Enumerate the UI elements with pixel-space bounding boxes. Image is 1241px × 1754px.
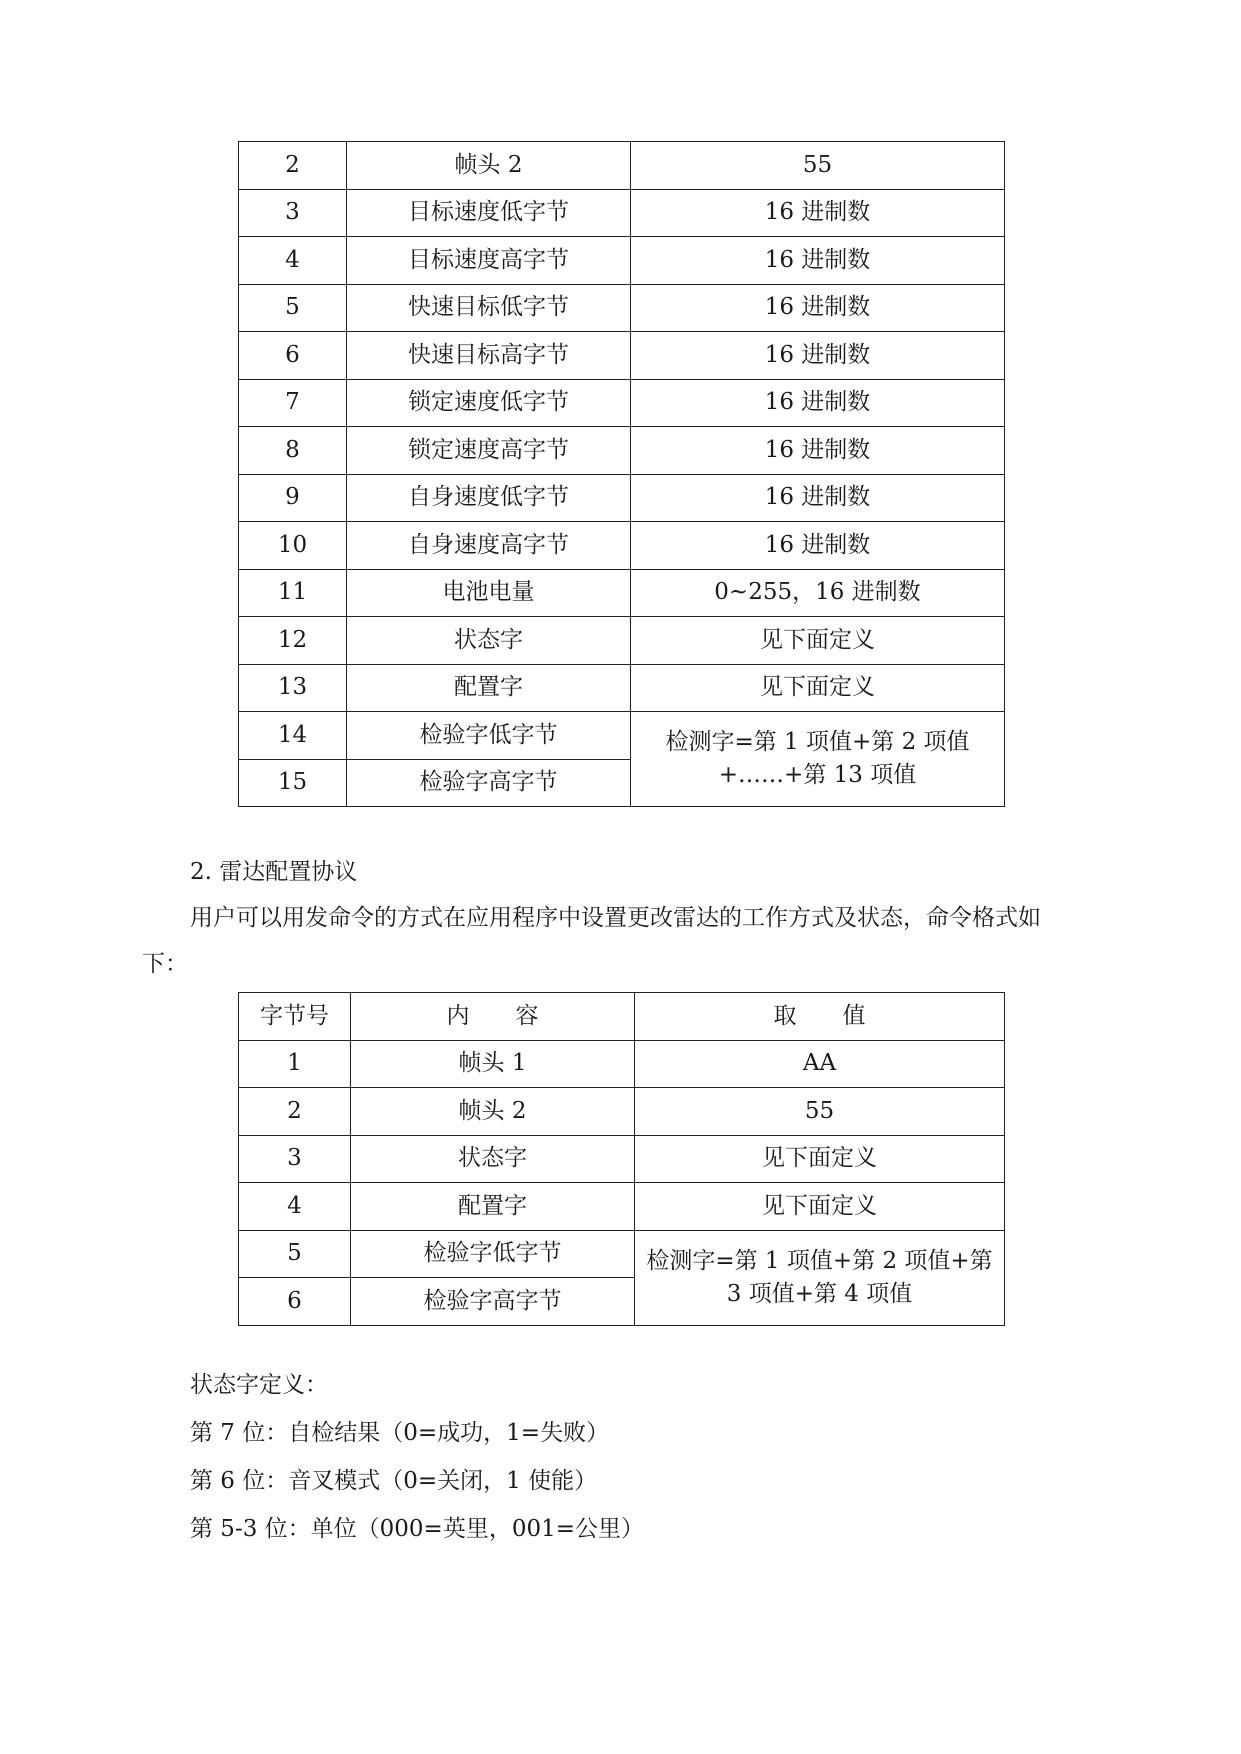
table-header-row — [239, 993, 1005, 1041]
table-row — [239, 474, 1005, 522]
table-row — [239, 664, 1005, 712]
byte-number-cell: 3 — [239, 189, 347, 237]
content-cell: 状态字 — [347, 617, 631, 665]
value-cell: 见下面定义 — [631, 617, 1005, 665]
header-cell-content: 内 容 — [351, 993, 635, 1041]
table-row — [239, 237, 1005, 285]
checksum-line: 检测字=第 1 项值+第 2 项值+第 — [646, 1247, 993, 1274]
header-cell-byte-number: 字节号 — [239, 993, 351, 1041]
byte-number-cell: 9 — [239, 474, 347, 522]
content-cell: 状态字 — [351, 1135, 635, 1183]
config-command-table — [238, 992, 1005, 1326]
byte-number-cell: 3 — [239, 1135, 351, 1183]
value-cell: 16 进制数 — [631, 189, 1005, 237]
content-cell: 锁定速度低字节 — [347, 379, 631, 427]
byte-number-cell: 7 — [239, 379, 347, 427]
content-cell: 帧头 1 — [351, 1040, 635, 1088]
byte-number-cell: 11 — [239, 569, 347, 617]
byte-number-cell: 4 — [239, 1183, 351, 1231]
byte-number-cell: 1 — [239, 1040, 351, 1088]
content-cell: 检验字高字节 — [351, 1278, 635, 1326]
content-cell: 锁定速度高字节 — [347, 427, 631, 475]
byte-number-cell: 12 — [239, 617, 347, 665]
table-row — [239, 712, 1005, 760]
content-cell: 检验字低字节 — [351, 1230, 635, 1278]
content-cell: 检验字高字节 — [347, 759, 631, 807]
value-cell: 见下面定义 — [635, 1183, 1005, 1231]
byte-number-cell: 8 — [239, 427, 347, 475]
content-cell: 目标速度低字节 — [347, 189, 631, 237]
content-cell: 检验字低字节 — [347, 712, 631, 760]
byte-number-cell: 15 — [239, 759, 347, 807]
checksum-line: +……+第 13 项值 — [718, 762, 917, 788]
checksum-value-cell — [631, 712, 1005, 807]
status-def-title: 状态字定义： — [190, 1372, 328, 1398]
table-row — [239, 142, 1005, 190]
content-cell: 帧头 2 — [351, 1088, 635, 1136]
value-cell: 55 — [631, 142, 1005, 190]
value-cell: 16 进制数 — [631, 332, 1005, 380]
paragraph-line: 下： — [142, 951, 188, 977]
byte-number-cell: 2 — [239, 142, 347, 190]
table-row — [239, 427, 1005, 475]
content-cell: 帧头 2 — [347, 142, 631, 190]
table-row — [239, 379, 1005, 427]
content-cell: 自身速度低字节 — [347, 474, 631, 522]
byte-number-cell: 2 — [239, 1088, 351, 1136]
checksum-value-cell — [635, 1230, 1005, 1325]
table-row — [239, 522, 1005, 570]
value-cell: 16 进制数 — [631, 237, 1005, 285]
byte-number-cell: 6 — [239, 1278, 351, 1326]
table-row — [239, 189, 1005, 237]
status-def-bit5-3: 第 5-3 位：单位（000=英里，001=公里） — [190, 1516, 645, 1542]
value-cell: 16 进制数 — [631, 379, 1005, 427]
value-cell: 16 进制数 — [631, 427, 1005, 475]
checksum-line: 检测字=第 1 项值+第 2 项值 — [665, 729, 970, 756]
byte-number-cell: 10 — [239, 522, 347, 570]
value-cell: 16 进制数 — [631, 474, 1005, 522]
byte-number-cell: 13 — [239, 664, 347, 712]
content-cell: 配置字 — [347, 664, 631, 712]
data-frame-table — [238, 141, 1005, 807]
header-cell-value: 取 值 — [635, 993, 1005, 1041]
table-row — [239, 1183, 1005, 1231]
paragraph-line: 用户可以用发命令的方式在应用程序中设置更改雷达的工作方式及状态，命令格式如 — [190, 905, 1041, 931]
byte-number-cell: 4 — [239, 237, 347, 285]
table-row — [239, 284, 1005, 332]
content-cell: 快速目标低字节 — [347, 284, 631, 332]
byte-number-cell: 5 — [239, 1230, 351, 1278]
byte-number-cell: 5 — [239, 284, 347, 332]
content-cell: 快速目标高字节 — [347, 332, 631, 380]
content-cell: 自身速度高字节 — [347, 522, 631, 570]
table-row — [239, 1040, 1005, 1088]
table-row — [239, 617, 1005, 665]
byte-number-cell: 14 — [239, 712, 347, 760]
section-heading: 2. 雷达配置协议 — [190, 859, 358, 885]
table-row — [239, 1230, 1005, 1278]
content-cell: 配置字 — [351, 1183, 635, 1231]
status-def-bit6: 第 6 位：音叉模式（0=关闭，1 使能） — [190, 1468, 598, 1494]
value-cell: 16 进制数 — [631, 284, 1005, 332]
value-cell: 16 进制数 — [631, 522, 1005, 570]
byte-number-cell: 6 — [239, 332, 347, 380]
table-row — [239, 1135, 1005, 1183]
table-row — [239, 332, 1005, 380]
checksum-line: 3 项值+第 4 项值 — [726, 1280, 913, 1307]
table-row — [239, 569, 1005, 617]
table-row — [239, 1088, 1005, 1136]
value-cell: AA — [635, 1040, 1005, 1088]
content-cell: 目标速度高字节 — [347, 237, 631, 285]
value-cell: 55 — [635, 1088, 1005, 1136]
status-def-bit7: 第 7 位：自检结果（0=成功，1=失败） — [190, 1420, 610, 1446]
value-cell: 见下面定义 — [631, 664, 1005, 712]
content-cell: 电池电量 — [347, 569, 631, 617]
value-cell: 0~255，16 进制数 — [631, 569, 1005, 617]
value-cell: 见下面定义 — [635, 1135, 1005, 1183]
